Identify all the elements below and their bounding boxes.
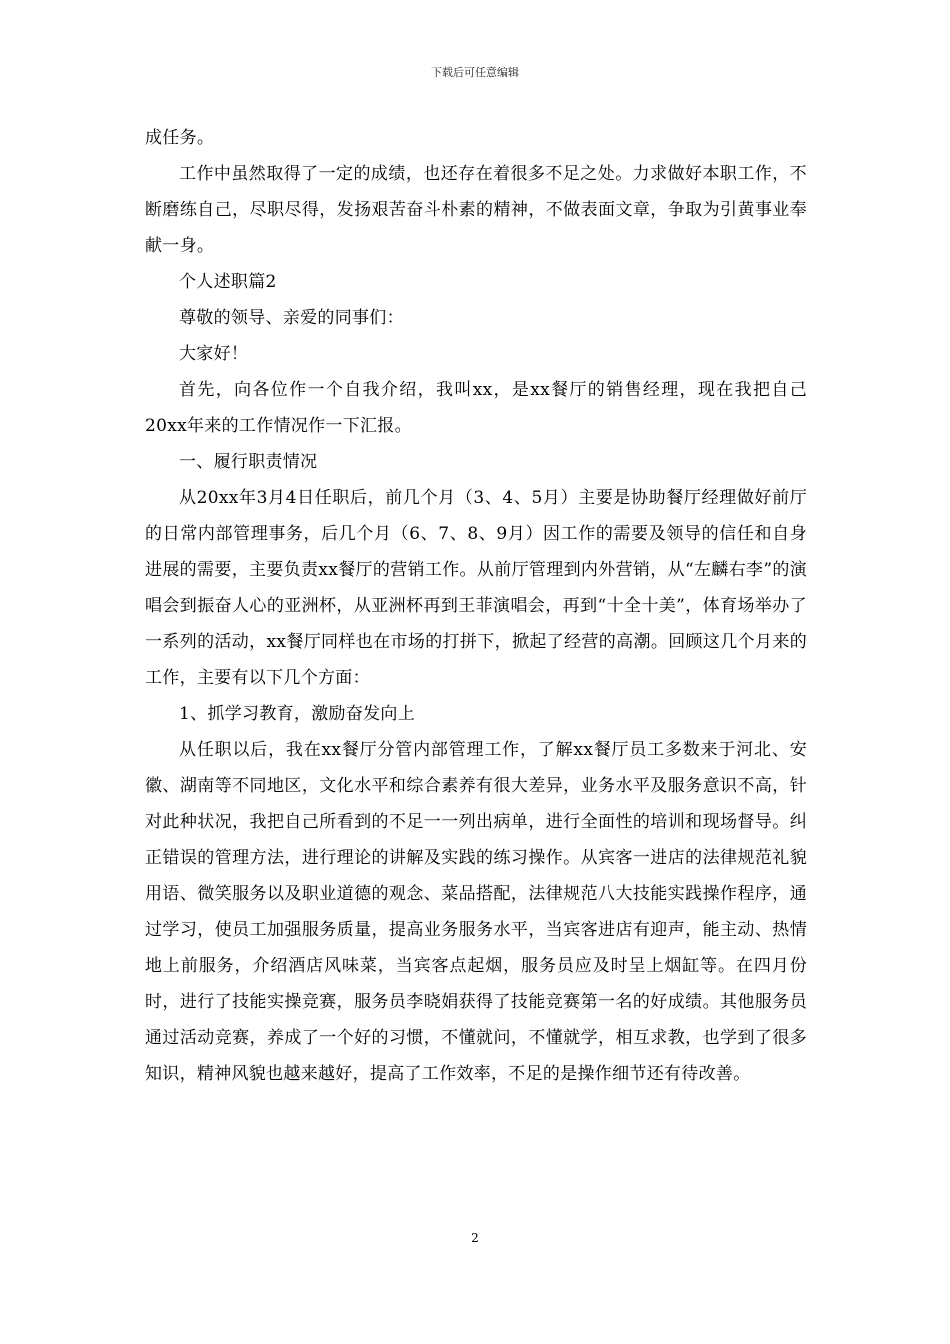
paragraph: 首先，向各位作一个自我介绍，我叫xx，是xx餐厅的销售经理，现在我把自己20xx年来的工作情况作一下汇报。 [145, 380, 807, 436]
salutation: 尊敬的领导、亲爱的同事们： [179, 308, 404, 328]
page-number: 2 [471, 1231, 479, 1245]
page-header: 下载后可任意编辑 [431, 66, 519, 79]
paragraph: 成任务。 [145, 128, 215, 148]
section-heading: 一、履行职责情况 [179, 452, 318, 472]
paragraph: 从20xx年3月4日任职后，前几个月（3、4、5月）主要是协助餐厅经理做好前厅的日常内部管理事务，后几个月（6、7、8、9月）因工作的需要及领导的信任和自身进展的需要，主要负责xx餐厅的营销工作。从前厅管理到内外营销，从“左麟右李”的演唱会到振奋人心的亚洲杯，从亚洲杯再到王菲演唱会，再到“十全十美”，体育场举办了一系列的活动，xx餐厅同样也在市场的打拼下，掀起了经营的高潮。回顾这几个月来的工作，主要有以下几个方面： [145, 488, 807, 688]
document-body [145, 120, 807, 1092]
section-heading: 个人述职篇2 [179, 272, 277, 292]
paragraph: 从任职以后，我在xx餐厅分管内部管理工作，了解xx餐厅员工多数来于河北、安徽、湖南等不同地区，文化水平和综合素养有很大差异，业务水平及服务意识不高，针对此种状况，我把自己所看到的不足一一列出病单，进行全面性的培训和现场督导。纠正错误的管理方法，进行理论的讲解及实践的练习操作。从宾客一进店的法律规范礼貌用语、微笑服务以及职业道德的观念、菜品搭配，法律规范八大技能实践操作程序，通过学习，使员工加强服务质量，提高业务服务水平，当宾客进店有迎声，能主动、热情地上前服务，介绍酒店风味菜，当宾客点起烟，服务员应及时呈上烟缸等。在四月份时，进行了技能实操竞赛，服务员李晓娟获得了技能竞赛第一名的好成绩。其他服务员通过活动竞赛，养成了一个好的习惯，不懂就问，不懂就学，相互求教，也学到了很多知识，精神风貌也越来越好，提高了工作效率，不足的是操作细节还有待改善。 [145, 740, 807, 1084]
section-heading: 1、抓学习教育，激励奋发向上 [179, 704, 416, 724]
greeting: 大家好！ [179, 344, 249, 364]
paragraph: 工作中虽然取得了一定的成绩，也还存在着很多不足之处。力求做好本职工作，不断磨练自己，尽职尽得，发扬艰苦奋斗朴素的精神，不做表面文章，争取为引黄事业奉献一身。 [145, 164, 807, 256]
